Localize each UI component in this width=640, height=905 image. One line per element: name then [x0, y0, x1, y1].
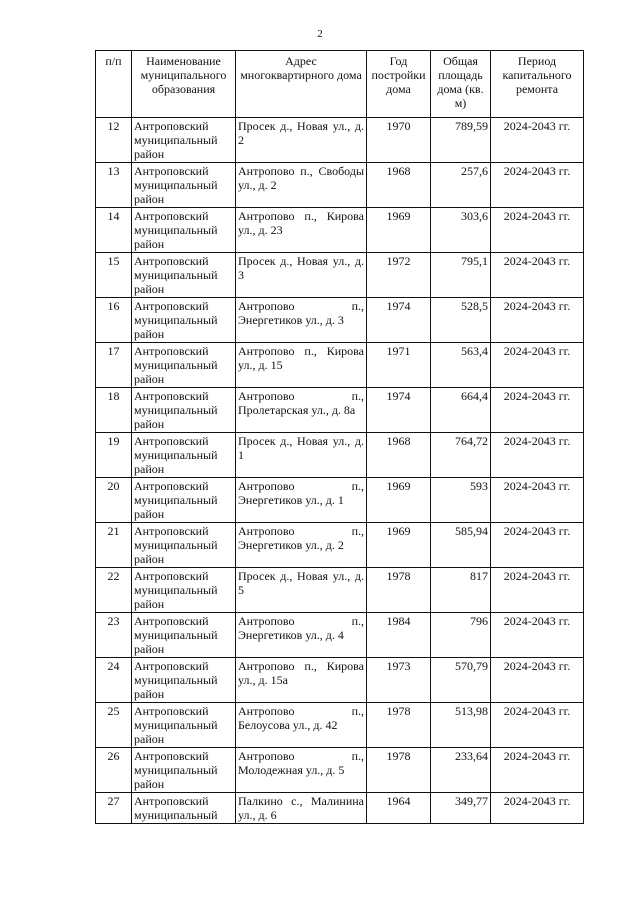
- area-cell: 585,94: [431, 523, 491, 568]
- period-cell: 2024-2043 гг.: [491, 163, 584, 208]
- row-number: 12: [96, 118, 132, 163]
- row-number: 27: [96, 793, 132, 824]
- municipality-cell: Антроповский муниципальный район: [132, 253, 236, 298]
- table-row: [96, 748, 584, 793]
- table-row: [96, 118, 584, 163]
- area-cell: 796: [431, 613, 491, 658]
- page-number: 2: [317, 28, 323, 40]
- period-cell: 2024-2043 гг.: [491, 793, 584, 824]
- year-cell: 1978: [367, 568, 431, 613]
- period-cell: 2024-2043 гг.: [491, 568, 584, 613]
- row-number: 22: [96, 568, 132, 613]
- area-cell: 528,5: [431, 298, 491, 343]
- address-cell: Антропово п., Белоусова ул., д. 42: [236, 703, 367, 748]
- table-header-row: [96, 51, 584, 118]
- period-cell: 2024-2043 гг.: [491, 613, 584, 658]
- area-cell: 513,98: [431, 703, 491, 748]
- period-cell: 2024-2043 гг.: [491, 208, 584, 253]
- year-cell: 1972: [367, 253, 431, 298]
- period-cell: 2024-2043 гг.: [491, 433, 584, 478]
- row-number: 18: [96, 388, 132, 433]
- period-cell: 2024-2043 гг.: [491, 298, 584, 343]
- period-cell: 2024-2043 гг.: [491, 703, 584, 748]
- address-cell: Антропово п., Кирова ул., д. 23: [236, 208, 367, 253]
- year-cell: 1978: [367, 703, 431, 748]
- row-number: 25: [96, 703, 132, 748]
- municipality-cell: Антроповский муниципальный район: [132, 388, 236, 433]
- address-cell: Просек д., Новая ул., д. 3: [236, 253, 367, 298]
- area-cell: 563,4: [431, 343, 491, 388]
- municipality-cell: Антроповский муниципальный район: [132, 433, 236, 478]
- header-address: Адрес многоквартирного дома: [236, 51, 367, 118]
- header-num: п/п: [96, 51, 132, 118]
- period-cell: 2024-2043 гг.: [491, 748, 584, 793]
- municipality-cell: Антроповский муниципальный район: [132, 748, 236, 793]
- table-row: [96, 478, 584, 523]
- municipality-cell: Антроповский муниципальный: [132, 793, 236, 824]
- row-number: 16: [96, 298, 132, 343]
- address-cell: Антропово п., Кирова ул., д. 15: [236, 343, 367, 388]
- year-cell: 1969: [367, 208, 431, 253]
- address-cell: Антропово п., Свободы ул., д. 2: [236, 163, 367, 208]
- period-cell: 2024-2043 гг.: [491, 478, 584, 523]
- table-row: [96, 568, 584, 613]
- address-cell: Антропово п., Энергетиков ул., д. 1: [236, 478, 367, 523]
- period-cell: 2024-2043 гг.: [491, 118, 584, 163]
- area-cell: 593: [431, 478, 491, 523]
- row-number: 26: [96, 748, 132, 793]
- table-row: [96, 298, 584, 343]
- municipality-cell: Антроповский муниципальный район: [132, 478, 236, 523]
- header-municipality: Наименование муниципального образования: [132, 51, 236, 118]
- address-cell: Антропово п., Кирова ул., д. 15а: [236, 658, 367, 703]
- row-number: 13: [96, 163, 132, 208]
- address-cell: Антропово п., Пролетарская ул., д. 8а: [236, 388, 367, 433]
- table-row: [96, 433, 584, 478]
- year-cell: 1984: [367, 613, 431, 658]
- municipality-cell: Антроповский муниципальный район: [132, 298, 236, 343]
- row-number: 24: [96, 658, 132, 703]
- municipality-cell: Антроповский муниципальный район: [132, 163, 236, 208]
- housing-table: [95, 50, 584, 824]
- year-cell: 1964: [367, 793, 431, 824]
- address-cell: Просек д., Новая ул., д. 1: [236, 433, 367, 478]
- address-cell: Антропово п., Энергетиков ул., д. 3: [236, 298, 367, 343]
- row-number: 14: [96, 208, 132, 253]
- municipality-cell: Антроповский муниципальный район: [132, 703, 236, 748]
- year-cell: 1971: [367, 343, 431, 388]
- table-row: [96, 253, 584, 298]
- area-cell: 349,77: [431, 793, 491, 824]
- row-number: 20: [96, 478, 132, 523]
- year-cell: 1973: [367, 658, 431, 703]
- year-cell: 1970: [367, 118, 431, 163]
- area-cell: 257,6: [431, 163, 491, 208]
- address-cell: Палкино с., Малинина ул., д. 6: [236, 793, 367, 824]
- table-row: [96, 163, 584, 208]
- area-cell: 664,4: [431, 388, 491, 433]
- year-cell: 1969: [367, 478, 431, 523]
- area-cell: 764,72: [431, 433, 491, 478]
- municipality-cell: Антроповский муниципальный район: [132, 613, 236, 658]
- municipality-cell: Антроповский муниципальный район: [132, 568, 236, 613]
- table-row: [96, 523, 584, 568]
- table-row: [96, 658, 584, 703]
- address-cell: Просек д., Новая ул., д. 5: [236, 568, 367, 613]
- year-cell: 1974: [367, 298, 431, 343]
- area-cell: 570,79: [431, 658, 491, 703]
- period-cell: 2024-2043 гг.: [491, 388, 584, 433]
- period-cell: 2024-2043 гг.: [491, 658, 584, 703]
- year-cell: 1969: [367, 523, 431, 568]
- period-cell: 2024-2043 гг.: [491, 253, 584, 298]
- period-cell: 2024-2043 гг.: [491, 343, 584, 388]
- table-row: [96, 343, 584, 388]
- municipality-cell: Антроповский муниципальный район: [132, 523, 236, 568]
- address-cell: Антропово п., Молодежная ул., д. 5: [236, 748, 367, 793]
- area-cell: 795,1: [431, 253, 491, 298]
- municipality-cell: Антроповский муниципальный район: [132, 343, 236, 388]
- header-area: Общая площадь дома (кв. м): [431, 51, 491, 118]
- row-number: 15: [96, 253, 132, 298]
- year-cell: 1974: [367, 388, 431, 433]
- area-cell: 789,59: [431, 118, 491, 163]
- area-cell: 233,64: [431, 748, 491, 793]
- table-row: [96, 793, 584, 824]
- table-row: [96, 613, 584, 658]
- table-body: [96, 118, 584, 824]
- header-period: Период капитального ремонта: [491, 51, 584, 118]
- area-cell: 303,6: [431, 208, 491, 253]
- address-cell: Антропово п., Энергетиков ул., д. 2: [236, 523, 367, 568]
- municipality-cell: Антроповский муниципальный район: [132, 208, 236, 253]
- table-row: [96, 703, 584, 748]
- area-cell: 817: [431, 568, 491, 613]
- row-number: 17: [96, 343, 132, 388]
- address-cell: Антропово п., Энергетиков ул., д. 4: [236, 613, 367, 658]
- table-row: [96, 388, 584, 433]
- header-year: Год постройки дома: [367, 51, 431, 118]
- row-number: 21: [96, 523, 132, 568]
- municipality-cell: Антроповский муниципальный район: [132, 658, 236, 703]
- address-cell: Просек д., Новая ул., д. 2: [236, 118, 367, 163]
- year-cell: 1968: [367, 163, 431, 208]
- row-number: 23: [96, 613, 132, 658]
- year-cell: 1978: [367, 748, 431, 793]
- municipality-cell: Антроповский муниципальный район: [132, 118, 236, 163]
- year-cell: 1968: [367, 433, 431, 478]
- period-cell: 2024-2043 гг.: [491, 523, 584, 568]
- table-row: [96, 208, 584, 253]
- row-number: 19: [96, 433, 132, 478]
